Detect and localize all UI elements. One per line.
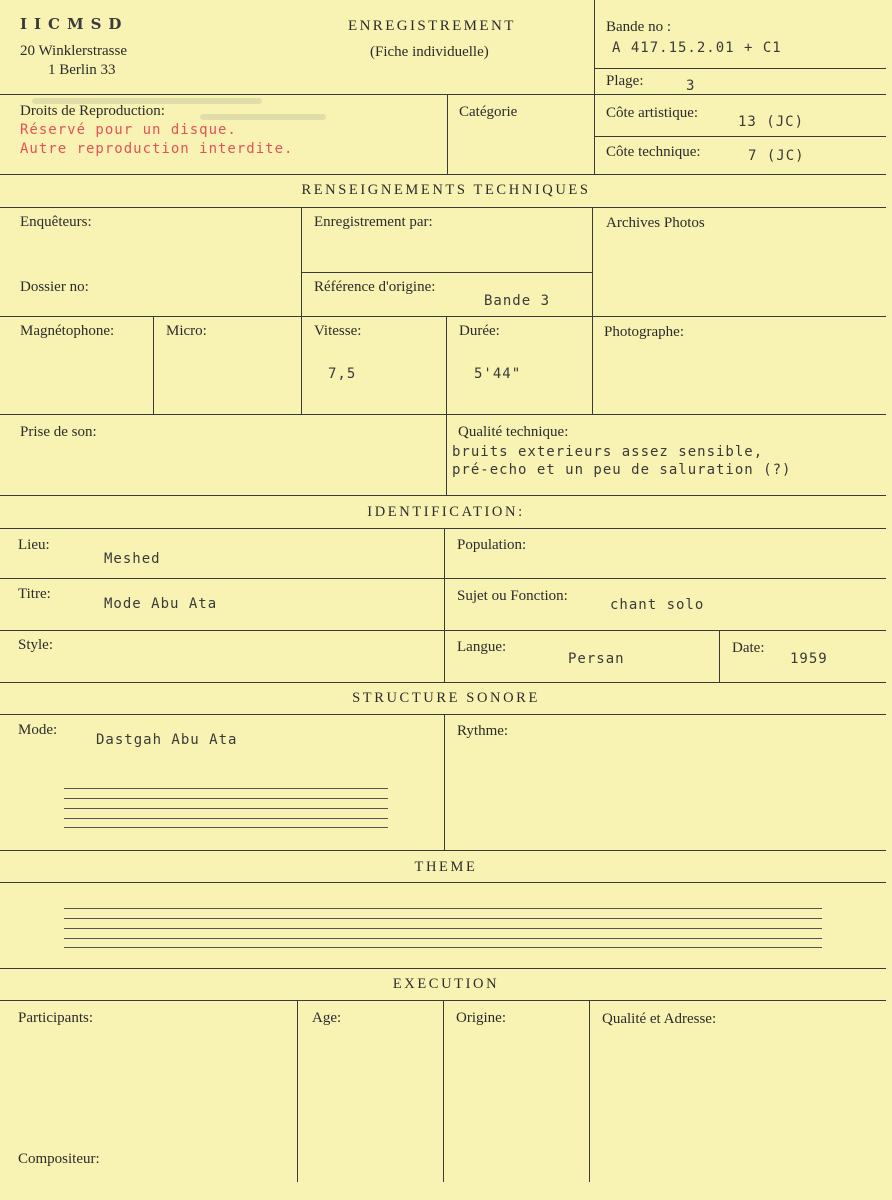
- vitesse-value: 7,5: [328, 366, 357, 382]
- langue-value: Persan: [568, 651, 625, 667]
- qualite-technique-label: Qualité technique:: [458, 424, 569, 440]
- reference-origine-value: Bande 3: [484, 293, 551, 309]
- langue-label: Langue:: [457, 639, 507, 655]
- date-label: Date:: [732, 640, 765, 656]
- rule: [0, 882, 886, 883]
- population-label: Population:: [457, 537, 527, 553]
- writing-line: [64, 818, 388, 819]
- rule: [301, 272, 592, 273]
- rule: [594, 0, 595, 174]
- writing-line: [64, 928, 822, 929]
- archives-photos-label: Archives Photos: [606, 215, 705, 231]
- categorie-label: Catégorie: [459, 104, 518, 120]
- rule: [0, 714, 886, 715]
- dossier-no-label: Dossier no:: [20, 279, 89, 295]
- form-subtitle: (Fiche individuelle): [370, 44, 489, 60]
- cote-artistique-label: Côte artistique:: [606, 105, 699, 121]
- rule: [0, 850, 886, 851]
- rule: [0, 528, 886, 529]
- qualite-adresse-label: Qualité et Adresse:: [602, 1011, 717, 1027]
- sujet-fonction-label: Sujet ou Fonction:: [457, 588, 568, 604]
- cote-technique-label: Côte technique:: [606, 144, 701, 160]
- rule: [447, 94, 448, 174]
- rule: [301, 207, 302, 414]
- vitesse-label: Vitesse:: [314, 323, 362, 339]
- rule: [443, 1000, 444, 1182]
- prise-de-son-label: Prise de son:: [20, 424, 97, 440]
- mode-value: Dastgah Abu Ata: [96, 732, 238, 748]
- rule: [297, 1000, 298, 1182]
- enqueteurs-label: Enquêteurs:: [20, 214, 92, 230]
- writing-line: [64, 808, 388, 809]
- photographe-label: Photographe:: [604, 324, 684, 340]
- form-title: ENREGISTREMENT: [348, 18, 516, 34]
- section-structure-sonore: STRUCTURE SONORE: [352, 690, 540, 706]
- cote-artistique-value: 13 (JC): [738, 114, 805, 130]
- lieu-label: Lieu:: [18, 537, 50, 553]
- rule: [0, 495, 886, 496]
- rights-line-1: Réservé pour un disque.: [20, 122, 237, 138]
- plage-value: 3: [686, 78, 696, 94]
- enregistrement-par-label: Enregistrement par:: [314, 214, 433, 230]
- rule: [594, 136, 886, 137]
- rule: [444, 528, 445, 682]
- writing-line: [64, 908, 822, 909]
- writing-line: [64, 938, 822, 939]
- address-line-2: 1 Berlin 33: [48, 62, 116, 78]
- micro-label: Micro:: [166, 323, 207, 339]
- mode-label: Mode:: [18, 722, 58, 738]
- titre-value: Mode Abu Ata: [104, 596, 218, 612]
- rule: [0, 174, 886, 175]
- style-label: Style:: [18, 637, 54, 653]
- writing-line: [64, 788, 388, 789]
- institute-logo: IICMSD: [20, 15, 129, 33]
- compositeur-label: Compositeur:: [18, 1151, 100, 1167]
- rule: [594, 68, 886, 69]
- rule: [0, 94, 886, 95]
- reference-origine-label: Référence d'origine:: [314, 279, 436, 295]
- writing-line: [64, 918, 822, 919]
- age-label: Age:: [312, 1010, 342, 1026]
- rights-label: Droits de Reproduction:: [20, 103, 165, 119]
- section-renseignements-techniques: RENSEIGNEMENTS TECHNIQUES: [301, 182, 591, 198]
- rule: [0, 578, 886, 579]
- duree-value: 5'44": [474, 366, 522, 382]
- rights-line-2: Autre reproduction interdite.: [20, 141, 294, 157]
- rule: [0, 968, 886, 969]
- lieu-value: Meshed: [104, 551, 161, 567]
- writing-line: [64, 798, 388, 799]
- plage-label: Plage:: [606, 73, 644, 89]
- address-line-1: 20 Winklerstrasse: [20, 43, 128, 59]
- rule: [589, 1000, 590, 1182]
- duree-label: Durée:: [459, 323, 500, 339]
- rule: [719, 630, 720, 682]
- bande-label: Bande no :: [606, 19, 671, 35]
- participants-label: Participants:: [18, 1010, 93, 1026]
- cote-technique-value: 7 (JC): [748, 148, 805, 164]
- magnetophone-label: Magnétophone:: [20, 323, 115, 339]
- titre-label: Titre:: [18, 586, 51, 602]
- section-identification: IDENTIFICATION:: [367, 504, 525, 520]
- rule: [446, 316, 447, 495]
- rule: [592, 207, 593, 414]
- section-theme: THEME: [414, 859, 478, 875]
- section-execution: EXECUTION: [392, 976, 500, 992]
- sujet-fonction-value: chant solo: [610, 597, 705, 613]
- writing-line: [64, 947, 822, 948]
- rule: [0, 207, 886, 208]
- qualite-technique-line-1: bruits exterieurs assez sensible,: [452, 444, 764, 460]
- origine-label: Origine:: [456, 1010, 506, 1026]
- rule: [444, 714, 445, 850]
- rythme-label: Rythme:: [457, 723, 509, 739]
- writing-line: [64, 827, 388, 828]
- rule: [0, 682, 886, 683]
- bande-value: A 417.15.2.01 + C1: [612, 40, 782, 56]
- rule: [0, 414, 886, 415]
- rule: [0, 316, 886, 317]
- rule: [0, 630, 886, 631]
- rule: [153, 316, 154, 414]
- qualite-technique-line-2: pré-echo et un peu de saluration (?): [452, 462, 792, 478]
- smudge: [200, 114, 326, 120]
- date-value: 1959: [790, 651, 828, 667]
